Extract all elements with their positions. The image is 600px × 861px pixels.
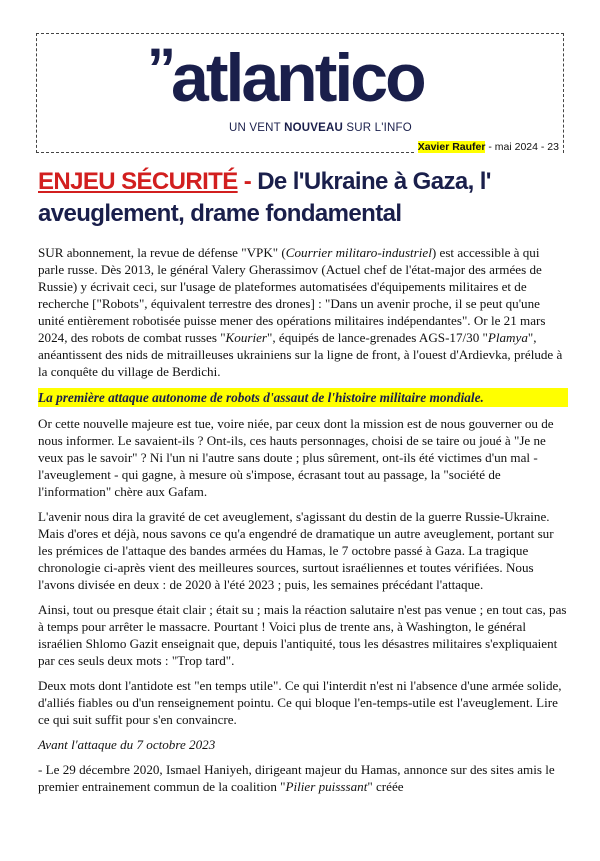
article-title: [38, 166, 568, 230]
tagline-text-end: SUR L'INFO: [342, 122, 412, 134]
masthead-box: [36, 33, 564, 153]
tagline-text: UN VENT: [229, 122, 285, 134]
atlantico-logo[interactable]: [147, 37, 457, 142]
p1-text-c: ", équipés de lance-grenades AGS-17/30 ": [267, 330, 488, 345]
logo-quote-mark: ”: [147, 37, 174, 102]
title-headline: De l'Ukraine à Gaza, l' aveuglement, drame fondamental: [38, 168, 491, 227]
paragraph-5: Deux mots dont l'antidote est "en temps utile". Ce qui l'interdit n'est ni l'absence d'une armée solide, d'alliés fiables ou d'un renseignement pointu. Ce qui bloque l'en-temps-utile est l'aveuglement. Lire ce qui suit suffit pour s'en convaincre.: [38, 678, 562, 727]
highlighted-statement: La première attaque autonome de robots d'assaut de l'histoire militaire mondiale.: [38, 388, 568, 407]
p1-text-b: ) est accessible à qui parle russe. Dès 2013, le général Valery Gherassimov (Actuel chef de l'état-major des armées de Russie) y écrivait ceci, sur l'usage de plateformes automatisées d'équipements militaires et de recherche ["Robots", équivalent terrestre des drones] : "Dans un avenir proche, il se peut qu'une unité entièrement robotisée puisse mener des opérations militaires indépendantes". Or le 21 mars 2024, des robots de combat russes ": [38, 245, 546, 345]
article-body: [38, 244, 568, 803]
logo-tagline: [229, 122, 412, 134]
logo-wordmark: atlantico: [171, 40, 424, 116]
p1-text-a: SUR abonnement, la revue de défense "VPK" (: [38, 245, 286, 260]
paragraph-4: Ainsi, tout ou presque était clair ; était su ; mais la réaction salutaire n'est pas venue ; en tout cas, pas à temps pour arrêter le massacre. Pourtant ! Voici plus de trente ans, à Washington, le général israélien Shlomo Gazit enseignait que, depuis l'antiquité, tous les désastres militaires s'expliquaient par ces seuls deux mots : "Trop tard".: [38, 602, 567, 668]
p1-italic-1: Courrier militaro-industriel: [285, 245, 432, 260]
title-separator: -: [237, 168, 258, 195]
byline-date: - mai 2024 - 23: [485, 141, 559, 153]
p1-italic-3: Plamya: [487, 330, 528, 345]
section-subhead: Avant l'attaque du 7 octobre 2023: [38, 737, 216, 752]
paragraph-2: Or cette nouvelle majeure est tue, voire niée, par ceux dont la mission est de nous gouverner ou de nous informer. Le savaient-ils ? Ont-ils, ces hauts personnages, choisi de se taire ou joué à "Je ne veux pas le savoir" ? Ni l'un ni l'autre sans doute ; plus sûrement, ont-ils été victimes d'un mal - l'aveuglement - qui gagne, à mesure où s'impose, écrasant tout au passage, la "société de l'information" chère aux Gafam.: [38, 416, 554, 499]
paragraph-6: [38, 761, 568, 795]
p1-italic-2: Kourier: [225, 330, 268, 345]
byline: [414, 141, 563, 153]
author-name: Xavier Raufer: [417, 141, 486, 153]
title-kicker: ENJEU SÉCURITÉ: [38, 168, 238, 195]
paragraph-3: L'avenir nous dira la gravité de cet aveuglement, s'agissant du destin de la guerre Russie-Ukraine. Mais d'ores et déjà, nous savons ce qu'a engendré de dramatique un autre aveuglement, portant sur les prémices de l'attaque des bandes armées du Hamas, le 7 octobre passé à Gaza. La tragique chronologie ci-après vient des meilleures sources, surtout israéliennes et toutes vérifiées. Nous l'avons divisée en deux : de 2020 à l'été 2023 ; puis, les semaines précédant l'attaque.: [38, 509, 554, 592]
p6-text-a: - Le 29 décembre 2020, Ismael Haniyeh, dirigeant majeur du Hamas, annonce sur des sites amis le premier entrainement commun de la coalition ": [38, 762, 555, 794]
tagline-bold: NOUVEAU: [284, 122, 343, 134]
p6-text-b: " créée: [367, 779, 404, 794]
paragraph-1: [38, 244, 568, 380]
p1-text-d: ", anéantissent des nids de mitrailleuses ukrainiens sur la ligne de front, à l'ouest d'Ardievka, prélude à la conquête du village de Berdichi.: [38, 330, 563, 379]
p6-italic: Pilier puisssant: [285, 779, 368, 794]
